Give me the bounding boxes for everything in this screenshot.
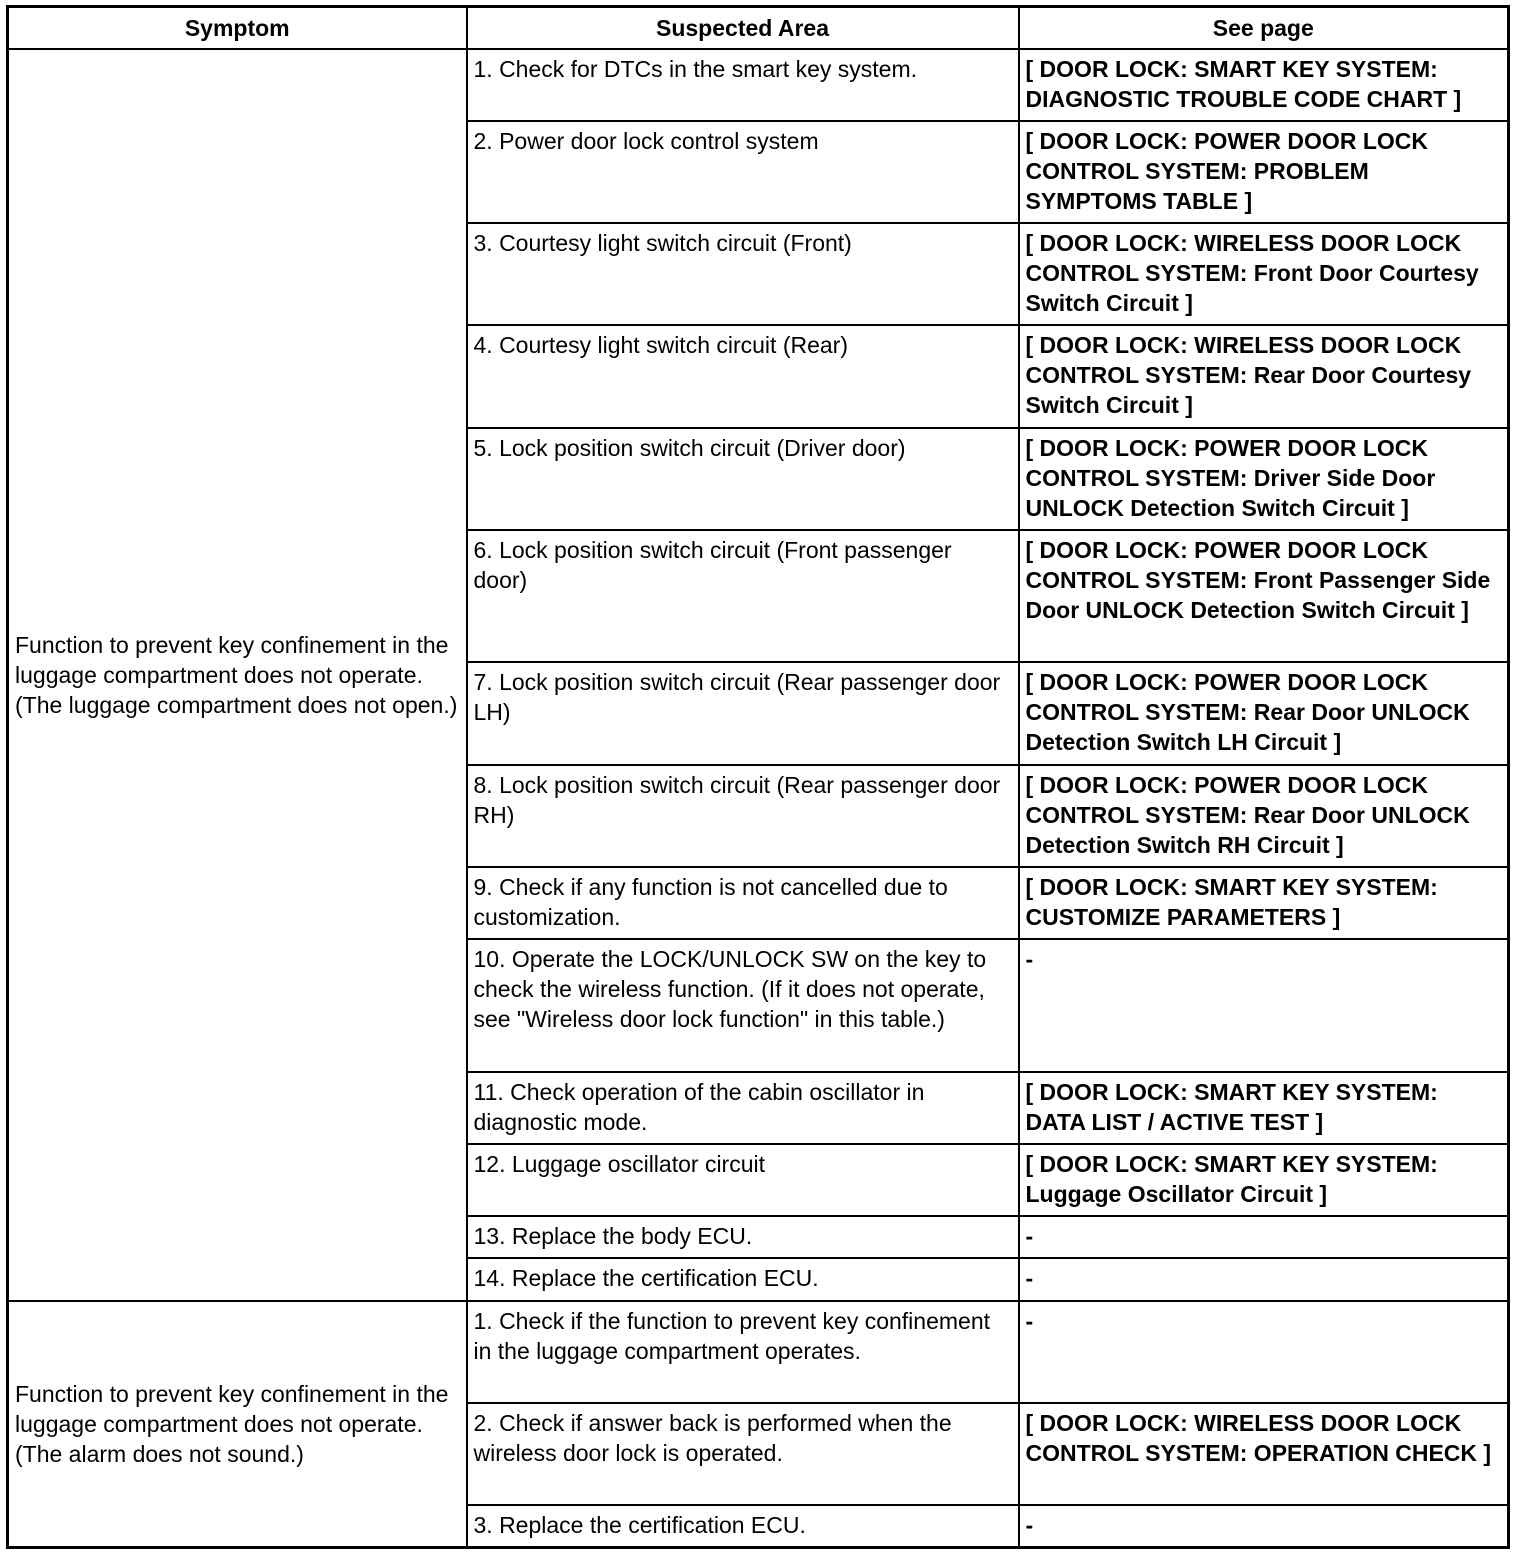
suspected-area-cell: 3. Courtesy light switch circuit (Front) xyxy=(467,223,1019,325)
see-page-cell: - xyxy=(1019,1301,1509,1403)
see-page-cell: [ DOOR LOCK: POWER DOOR LOCK CONTROL SYSTEM: PROBLEM SYMPTOMS TABLE ] xyxy=(1019,121,1509,223)
header-row xyxy=(8,7,1509,49)
see-page-cell: [ DOOR LOCK: SMART KEY SYSTEM: DATA LIST / ACTIVE TEST ] xyxy=(1019,1072,1509,1144)
see-page-cell: [ DOOR LOCK: POWER DOOR LOCK CONTROL SYSTEM: Front Passenger Side Door UNLOCK Detection Switch Circuit ] xyxy=(1019,530,1509,662)
suspected-area-cell: 14. Replace the certification ECU. xyxy=(467,1258,1019,1300)
see-page-cell: - xyxy=(1019,1258,1509,1300)
suspected-area-cell: 1. Check if the function to prevent key confinement in the luggage compartment operates. xyxy=(467,1301,1019,1403)
see-page-cell: [ DOOR LOCK: SMART KEY SYSTEM: CUSTOMIZE PARAMETERS ] xyxy=(1019,867,1509,939)
see-page-cell: [ DOOR LOCK: POWER DOOR LOCK CONTROL SYSTEM: Rear Door UNLOCK Detection Switch LH Circuit ] xyxy=(1019,662,1509,764)
see-page-cell: [ DOOR LOCK: POWER DOOR LOCK CONTROL SYSTEM: Driver Side Door UNLOCK Detection Switch Circuit ] xyxy=(1019,428,1509,530)
suspected-area-cell: 2. Check if answer back is performed when the wireless door lock is operated. xyxy=(467,1403,1019,1505)
suspected-area-cell: 10. Operate the LOCK/UNLOCK SW on the key to check the wireless function. (If it does not operate, see "Wireless door lock function" in this table.) xyxy=(467,939,1019,1071)
header-suspected-area: Suspected Area xyxy=(467,7,1019,49)
see-page-cell: - xyxy=(1019,939,1509,1071)
suspected-area-cell: 12. Luggage oscillator circuit xyxy=(467,1144,1019,1216)
suspected-area-cell: 4. Courtesy light switch circuit (Rear) xyxy=(467,325,1019,427)
header-symptom: Symptom xyxy=(8,7,467,49)
table-row xyxy=(8,1301,1509,1403)
suspected-area-cell: 9. Check if any function is not cancelled due to customization. xyxy=(467,867,1019,939)
see-page-cell: - xyxy=(1019,1216,1509,1258)
suspected-area-cell: 6. Lock position switch circuit (Front passenger door) xyxy=(467,530,1019,662)
see-page-cell: [ DOOR LOCK: WIRELESS DOOR LOCK CONTROL SYSTEM: Rear Door Courtesy Switch Circuit ] xyxy=(1019,325,1509,427)
symptom-cell: Function to prevent key confinement in the luggage compartment does not operate. (The alarm does not sound.) xyxy=(8,1301,467,1548)
see-page-cell: [ DOOR LOCK: POWER DOOR LOCK CONTROL SYSTEM: Rear Door UNLOCK Detection Switch RH Circuit ] xyxy=(1019,765,1509,867)
see-page-cell: [ DOOR LOCK: WIRELESS DOOR LOCK CONTROL SYSTEM: OPERATION CHECK ] xyxy=(1019,1403,1509,1505)
suspected-area-cell: 3. Replace the certification ECU. xyxy=(467,1505,1019,1547)
see-page-cell: [ DOOR LOCK: WIRELESS DOOR LOCK CONTROL SYSTEM: Front Door Courtesy Switch Circuit ] xyxy=(1019,223,1509,325)
table-body xyxy=(8,49,1509,1548)
suspected-area-cell: 2. Power door lock control system xyxy=(467,121,1019,223)
suspected-area-cell: 11. Check operation of the cabin oscillator in diagnostic mode. xyxy=(467,1072,1019,1144)
suspected-area-cell: 8. Lock position switch circuit (Rear passenger door RH) xyxy=(467,765,1019,867)
see-page-cell: - xyxy=(1019,1505,1509,1547)
see-page-cell: [ DOOR LOCK: SMART KEY SYSTEM: DIAGNOSTIC TROUBLE CODE CHART ] xyxy=(1019,49,1509,121)
header-see-page: See page xyxy=(1019,7,1509,49)
symptom-cell: Function to prevent key confinement in the luggage compartment does not operate. (The luggage compartment does not open.) xyxy=(8,49,467,1301)
suspected-area-cell: 1. Check for DTCs in the smart key system. xyxy=(467,49,1019,121)
table-row xyxy=(8,49,1509,121)
see-page-cell: [ DOOR LOCK: SMART KEY SYSTEM: Luggage Oscillator Circuit ] xyxy=(1019,1144,1509,1216)
problem-symptoms-table xyxy=(6,5,1510,1549)
suspected-area-cell: 5. Lock position switch circuit (Driver door) xyxy=(467,428,1019,530)
suspected-area-cell: 13. Replace the body ECU. xyxy=(467,1216,1019,1258)
suspected-area-cell: 7. Lock position switch circuit (Rear passenger door LH) xyxy=(467,662,1019,764)
